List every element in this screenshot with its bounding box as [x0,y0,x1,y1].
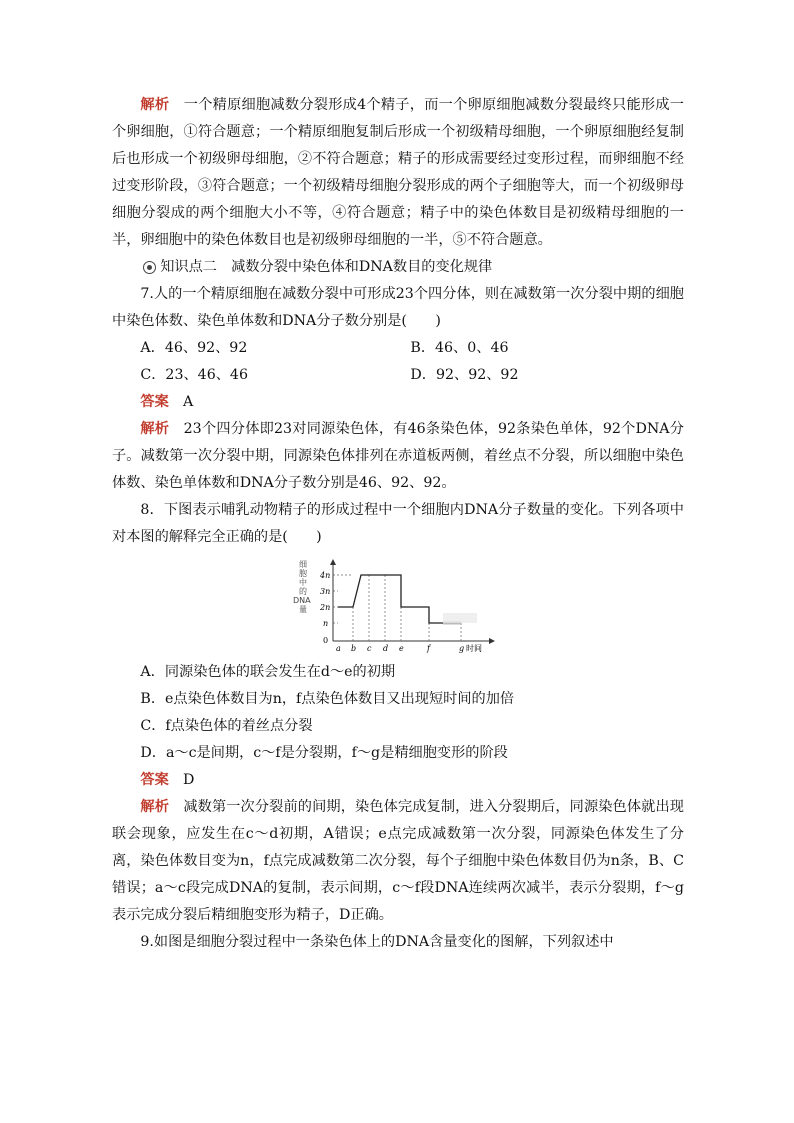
analysis-text: 23个四分体即23对同源染色体，有46条染色体，92条染色单体，92个DNA分子。减数第一次分裂中期，同源染色体排列在赤道板两侧，着丝点不分裂，所以细胞中染色体数、染色单体数和DNA分子数分别是46、92、92。 [112,421,684,491]
x-tick-e: e [399,644,404,653]
x-tick-b: b [351,644,357,653]
analysis-text: 减数第一次分裂前的间期，染色体完成复制，进入分裂期后，同源染色体就出现联会现象，应发生在c～d初期，A错误；e点完成减数第一次分裂，同源染色体发生了分离，染色体数目变为n，f点完成减数第二次分裂，每个子细胞中染色体数目仍为n条，B、C错误；a～c段完成DNA的复制，表示间期，c～f段DNA连续两次减半，表示分裂期，f～g表示完成分裂后精细胞变形为精子，D正确。 [112,799,684,923]
q8-option-b: B．e点染色体数目为n，f点染色体数目又出现短时间的加倍 [140,691,515,707]
x-tick-f: f [427,644,430,653]
y-tick-3n: 3n [320,587,331,596]
bullet-circle-icon [143,261,156,274]
analysis-label: 解析 [140,421,170,437]
answer-label: 答案 [140,772,169,788]
q8-answer [140,767,684,794]
analysis-paragraph-1 [112,92,684,254]
q7-option-b: B．46、0、46 [410,340,509,356]
x-tick-a: a [336,644,341,653]
question-7-options [140,335,684,389]
y-label-char: 细 [299,560,307,569]
analysis-text: 一个精原细胞减数分裂形成4个精子，而一个卵原细胞减数分裂最终只能形成一个卵细胞，①符合题意；一个精原细胞复制后形成一个初级精母细胞，一个卵原细胞经复制后也形成一个初级卵母细胞，②不符合题意；精子的形成需要经过变形过程，而卵细胞不经过变形阶段，③符合题意；一个初级精母细胞分裂形成的两个子细胞等大，而一个初级卵母细胞分裂成的两个细胞大小不等，④符合题意；精子中的染色体数目是初级精母细胞的一半，卵细胞中的染色体数目也是初级卵母细胞的一半，⑤不符合题意。 [112,97,684,248]
y-tick-4n: 4n [320,571,331,580]
answer-value: D [182,772,195,788]
faded-box [443,613,477,623]
q7-option-d: D．92、92、92 [410,367,519,383]
q7-answer [140,389,684,416]
section-title: 知识点二 减数分裂中染色体和DNA数目的变化规律 [160,259,493,275]
y-tick-n: n [323,619,329,628]
q7-option-a: A．46、92、92 [140,340,248,356]
dna-figure [112,557,684,655]
y-label-char: DNA [293,596,311,605]
q8-option-a: A．同源染色体的联会发生在d～e的初期 [140,664,396,680]
question-8-stem: 8．下图表示哺乳动物精子的形成过程中一个细胞内DNA分子数量的变化。下列各项中对本图的解释完全正确的是( ) [112,502,684,545]
x-tick-g: g [459,644,465,653]
answer-value: A [182,394,194,410]
y-label-char: 胞 [299,569,307,578]
answer-label: 答案 [140,394,169,410]
y-label-char: 量 [299,605,307,614]
x-tick-c: c [367,644,372,653]
q7-option-c: C．23、46、46 [140,367,248,383]
y-label-char: 中 [299,578,307,587]
q8-option-c: C．f点染色体的着丝点分裂 [140,718,313,734]
dna-curve [338,575,461,623]
document-page [112,92,684,956]
x-axis-label: 时间 [466,644,482,653]
analysis-label: 解析 [140,799,170,815]
section-heading [143,254,684,281]
x-axis-arrow [489,638,495,644]
question-9-stem: 9.如图是细胞分裂过程中一条染色体上的DNA含量变化的图解，下列叙述中 [140,934,614,950]
q8-option-d: D．a～c是间期，c～f是分裂期，f～g是精细胞变形的阶段 [140,745,508,761]
dna-step-chart [293,557,503,653]
y-axis-arrow [330,559,336,565]
q8-analysis [112,794,684,929]
question-7-stem: 7.人的一个精原细胞在减数分裂中可形成23个四分体，则在减数第一次分裂中期的细胞中染色体数、染色单体数和DNA分子数分别是( ) [112,286,684,329]
y-label-char: 的 [299,587,307,596]
y-tick-2n: 2n [320,603,331,612]
q7-analysis [112,416,684,497]
y-tick-0: 0 [323,636,329,645]
y-axis-label [293,560,313,614]
analysis-label: 解析 [140,97,170,113]
guide-lines [333,575,461,641]
x-tick-d: d [383,644,389,653]
